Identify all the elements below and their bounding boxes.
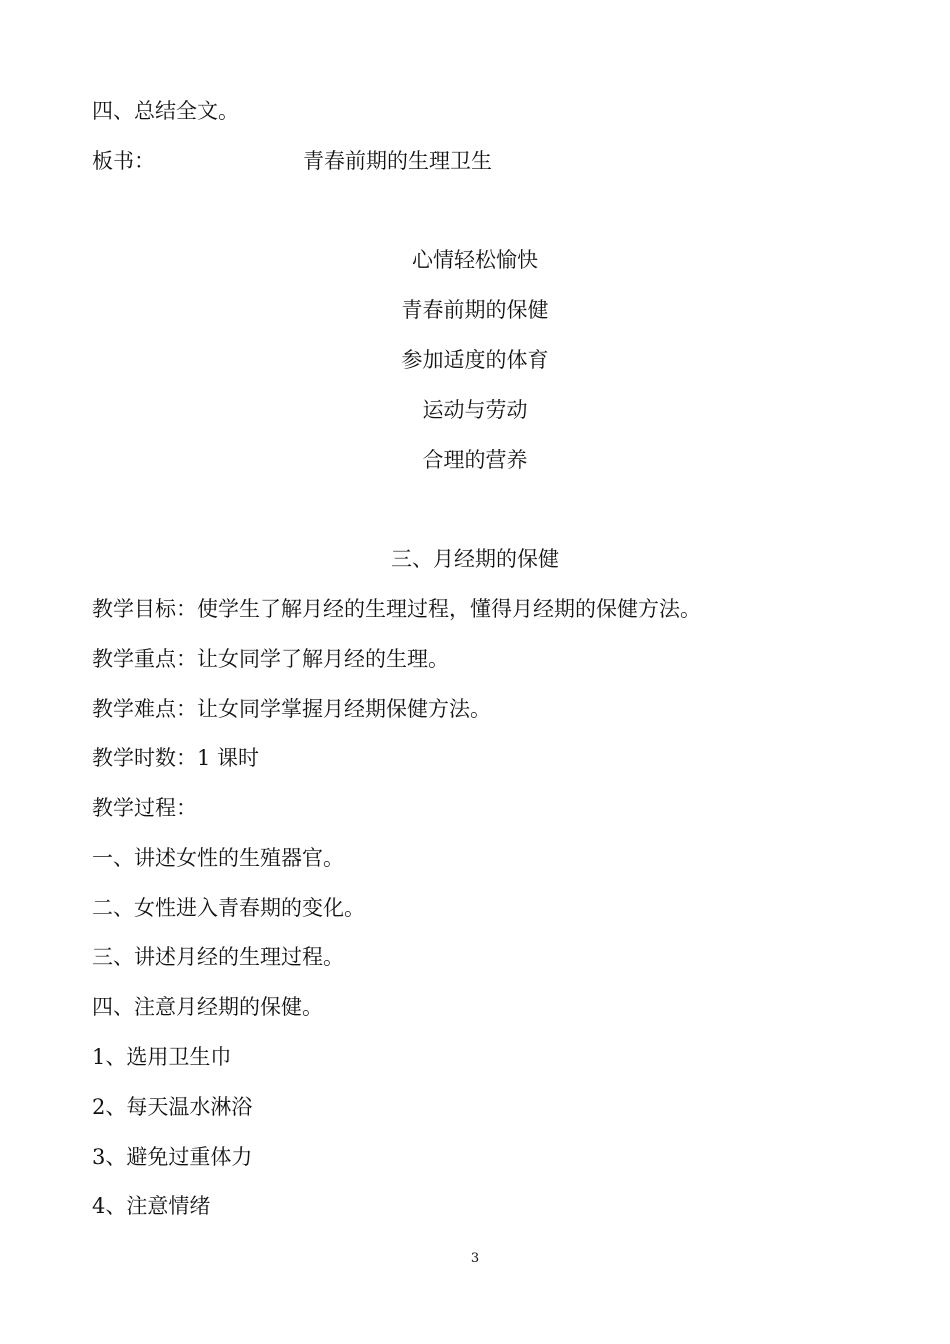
- care-tip: 1、选用卫生巾: [92, 1045, 232, 1069]
- board-title: 青春前期的生理卫生: [303, 149, 492, 173]
- care-tip: 4、注意情绪: [92, 1194, 211, 1218]
- care-tip: 3、避免过重体力: [92, 1145, 253, 1169]
- process-step: 三、讲述月经的生理过程。: [92, 945, 344, 969]
- board-label: 板书：: [92, 149, 155, 173]
- care-tip: 2、每天温水淋浴: [92, 1095, 253, 1119]
- page-number: 3: [470, 1251, 480, 1266]
- section-title: 三、月经期的保健: [391, 547, 559, 571]
- process-step: 一、讲述女性的生殖器官。: [92, 846, 344, 870]
- board-item: 青春前期的保健: [401, 298, 549, 322]
- board-item: 心情轻松愉快: [412, 248, 538, 272]
- teaching-hours: 教学时数：1 课时: [92, 746, 260, 770]
- process-step: 二、女性进入青春期的变化。: [92, 896, 365, 920]
- process-step: 四、注意月经期的保健。: [92, 995, 323, 1019]
- teaching-process-label: 教学过程：: [92, 796, 197, 820]
- teaching-goal: 教学目标：使学生了解月经的生理过程，懂得月经期的保健方法。: [92, 597, 701, 621]
- board-item: 运动与劳动: [422, 398, 528, 422]
- board-item: 参加适度的体育: [401, 348, 549, 372]
- summary-line: 四、总结全文。: [92, 99, 239, 123]
- board-item: 合理的营养: [422, 448, 528, 472]
- teaching-key-point: 教学重点：让女同学了解月经的生理。: [92, 647, 449, 671]
- teaching-difficulty: 教学难点：让女同学掌握月经期保健方法。: [92, 697, 491, 721]
